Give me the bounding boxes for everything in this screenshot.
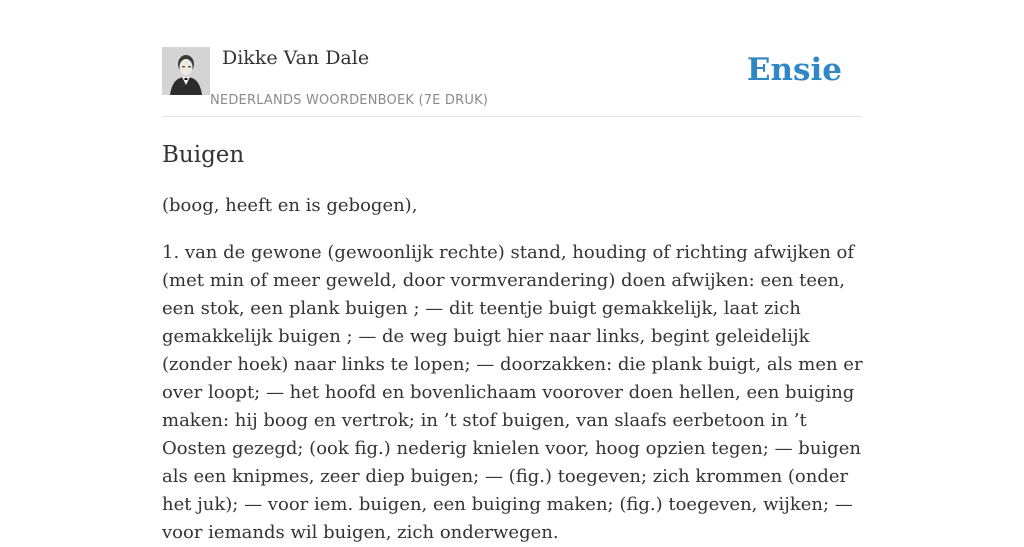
dictionary-name[interactable]: NEDERLANDS WOORDENBOEK (7E DRUK) [210, 93, 489, 108]
author-avatar[interactable] [162, 47, 210, 95]
entry-grammar: (boog, heeft en is gebogen), [162, 195, 418, 216]
entry-definition: 1. van de gewone (gewoonlijk rechte) stand, houding of richting afwijken of (met min of meer geweld, door vormverandering) doen afwijken: een teen, een stok, een plank buigen ; — dit teentje buigt gemakkelijk, laat zich gemakkelijk buigen ; — de weg buigt hier naar links, begint geleidelijk (zonder hoek) naar links te lopen; — doorzakken: die plank buigt, als men er over loopt; — het hoofd en bovenlichaam voorover doen hellen, een buiging maken: hij boog en vertrok; in ’t stof buigen, van slaafs eerbetoon in ’t Oosten gezegd; (ook fig.) nederig knielen voor, hoog opzien tegen; — buigen als een knipmes, zeer diep buigen; — (fig.) toegeven; zich krommen (onder het juk); — voor iem. buigen, een buiging maken; (fig.) toegeven, wijken; — voor iemands wil buigen, zich onderwegen. [162, 242, 863, 543]
brand-logo[interactable]: Ensie [746, 52, 842, 88]
portrait-icon [162, 47, 210, 95]
entry-title: Buigen [162, 142, 245, 168]
header [162, 46, 862, 117]
author-name[interactable]: Dikke Van Dale [222, 47, 370, 69]
